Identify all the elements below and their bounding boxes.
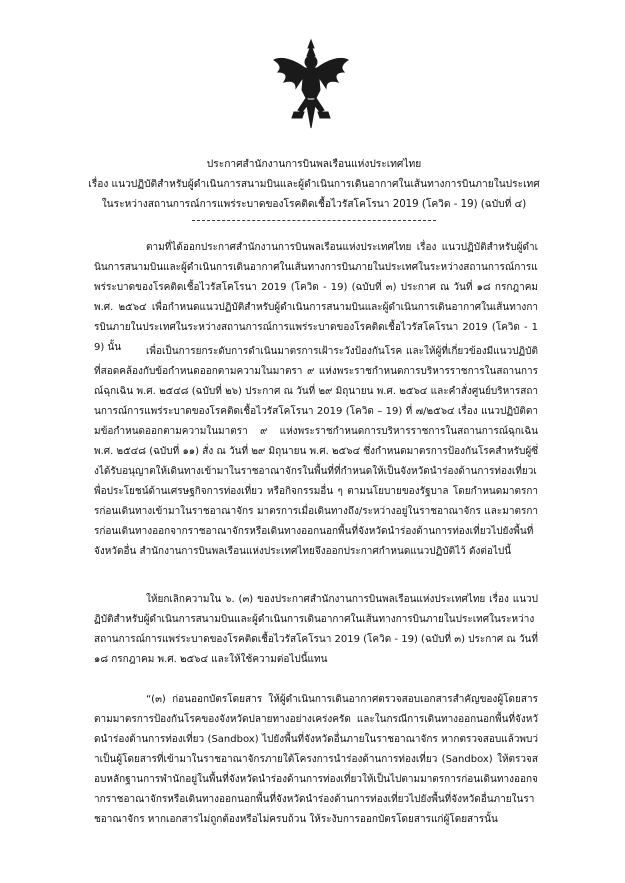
announcement-subject: เรื่อง แนวปฏิบัติสำหรับผู้ดำเนินการสนามบินและผู้ดำเนินการเดินอากาศในเส้นทางการบินภายในประเทศ bbox=[88, 179, 540, 190]
body-paragraph-2: เพื่อเป็นการยกระดับการดำเนินมาตรการเฝ้าระวังป้องกันโรค และให้ผู้ที่เกี่ยวข้องมีแนวปฏิบัติที่สอดคล้องกับข้อกำหนดออกตามความในมาตรา ๙ แห่งพระราชกำหนดการบริหารราชการในสถานการณ์ฉุกเฉิน พ.ศ. ๒๕๔๘ (ฉบับที่ ๒๖) ประกาศ ณ วันที่ ๒๙ มิถุนายน พ.ศ. ๒๕๖๔ และคำสั่งศูนย์บริหารสถานการณ์การแพร่ระบาดของโรคติดเชื้อไวรัสโคโรนา 2019 (โควิด – 19) ที่ ๗/๒๕๖๔ เรื่อง แนวปฏิบัติตามข้อกำหนดออกตามความในมาตรา ๙ แห่งพระราชกำหนดการบริหารราชการในสถานการณ์ฉุกเฉิน พ.ศ. ๒๕๔๘ (ฉบับที่ ๑๑) สั่ง ณ วันที่ ๒๙ มิถุนายน พ.ศ. ๒๕๖๔ ซึ่งกำหนดมาตรการป้องกันโรคสำหรับผู้ซึ่งได้รับอนุญาตให้เดินทางเข้ามาในราชอาณาจักรในพื้นที่ที่กำหนดให้เป็นจังหวัดนำร่องด้านการท่องเที่ยวเพื่อประโยชน์ด้านเศรษฐกิจการท่องเที่ยว หรือกิจกรรมอื่น ๆ ตามนโยบายของรัฐบาล โดยกำหนดมาตรการก่อนเดินทางเข้ามาในราชอาณาจักร มาตรการเมื่อเดินทางถึง/ระหว่างอยู่ในราชอาณาจักร และมาตรการก่อนเดินทางออกจากราชอาณาจักรหรือเดินทางออกนอกพื้นที่จังหวัดนำร่องด้านการท่องเที่ยวไปยังพื้นที่จังหวัดอื่น สำนักงานการบินพลเรือนแห่งประเทศไทยจึงออกประกาศกำหนดแนวปฏิบัติไว้ ดังต่อไปนี้ bbox=[94, 346, 538, 557]
divider bbox=[192, 220, 436, 221]
body-paragraph-4: “(๓) ก่อนออกบัตรโดยสาร ให้ผู้ดำเนินการเดินอากาศตรวจสอบเอกสารสำคัญของผู้โดยสารตามมาตรการป้องกันโรคของจังหวัดปลายทางอย่างเคร่งครัด และในกรณีการเดินทางออกนอกพื้นที่จังหวัดนำร่องด้านการท่องเที่ยว (Sandbox) ไปยังพื้นที่จังหวัดอื่นภายในราชอาณาจักร หากตรวจสอบแล้วพบว่าเป็นผู้โดยสารที่เข้ามาในราชอาณาจักรภายใต้โครงการนำร่องด้านการท่องเที่ยว (Sandbox) ให้ตรวจสอบหลักฐานการพำนักอยู่ในพื้นที่จังหวัดนำร่องด้านการท่องเที่ยวให้เป็นไปตามมาตรการก่อนเดินทางออกจากราชอาณาจักรหรือเดินทางออกนอกพื้นที่จังหวัดนำร่องด้านการท่องเที่ยวไปยังพื้นที่จังหวัดอื่นภายในราชอาณาจักร หากเอกสารไม่ถูกต้องหรือไม่ครบถ้วน ให้ระงับการออกบัตรโดยสารแก่ผู้โดยสารนั้น bbox=[94, 694, 538, 825]
garuda-emblem-icon bbox=[272, 38, 350, 130]
announcement-title: ประกาศสำนักงานการบินพลเรือนแห่งประเทศไทย bbox=[206, 159, 422, 170]
body-paragraph-1: ตามที่ได้ออกประกาศสำนักงานการบินพลเรือนแห่งประเทศไทย เรื่อง แนวปฏิบัติสำหรับผู้ดำเนินการสนามบินและผู้ดำเนินการเดินอากาศในเส้นทางการบินภายในประเทศในระหว่างสถานการณ์การแพร่ระบาดของโรคติดเชื้อไวรัสโคโรนา 2019 (โควิด - 19) (ฉบับที่ ๓) ประกาศ ณ วันที่ ๑๘ กรกฎาคม พ.ศ. ๒๕๖๔ เพื่อกำหนดแนวปฏิบัติสำหรับผู้ดำเนินการสนามบินและผู้ดำเนินการเดินอากาศในเส้นทางการบินภายในประเทศในระหว่างสถานการณ์การแพร่ระบาดของโรคติดเชื้อไวรัสโคโรนา 2019 (โควิด - 19) นั้น bbox=[94, 242, 538, 353]
announcement-subject-cont: ในระหว่างสถานการณ์การแพร่ระบาดของโรคติดเชื้อไวรัสโคโรนา 2019 (โควิด - 19) (ฉบับที่ ๔) bbox=[101, 199, 527, 210]
body-paragraph-3: ให้ยกเลิกความใน ๖. (๓) ของประกาศสำนักงานการบินพลเรือนแห่งประเทศไทย เรื่อง แนวปฏิบัติสำหรับผู้ดำเนินการสนามบินและผู้ดำเนินการเดินอากาศในเส้นทางการบินภายในประเทศในระหว่างสถานการณ์การแพร่ระบาดของโรคติดเชื้อไวรัสโคโรนา 2019 (โควิด - 19) (ฉบับที่ ๓) ประกาศ ณ วันที่ ๑๘ กรกฎาคม พ.ศ. ๒๕๖๔ และให้ใช้ความต่อไปนี้แทน bbox=[94, 594, 538, 665]
